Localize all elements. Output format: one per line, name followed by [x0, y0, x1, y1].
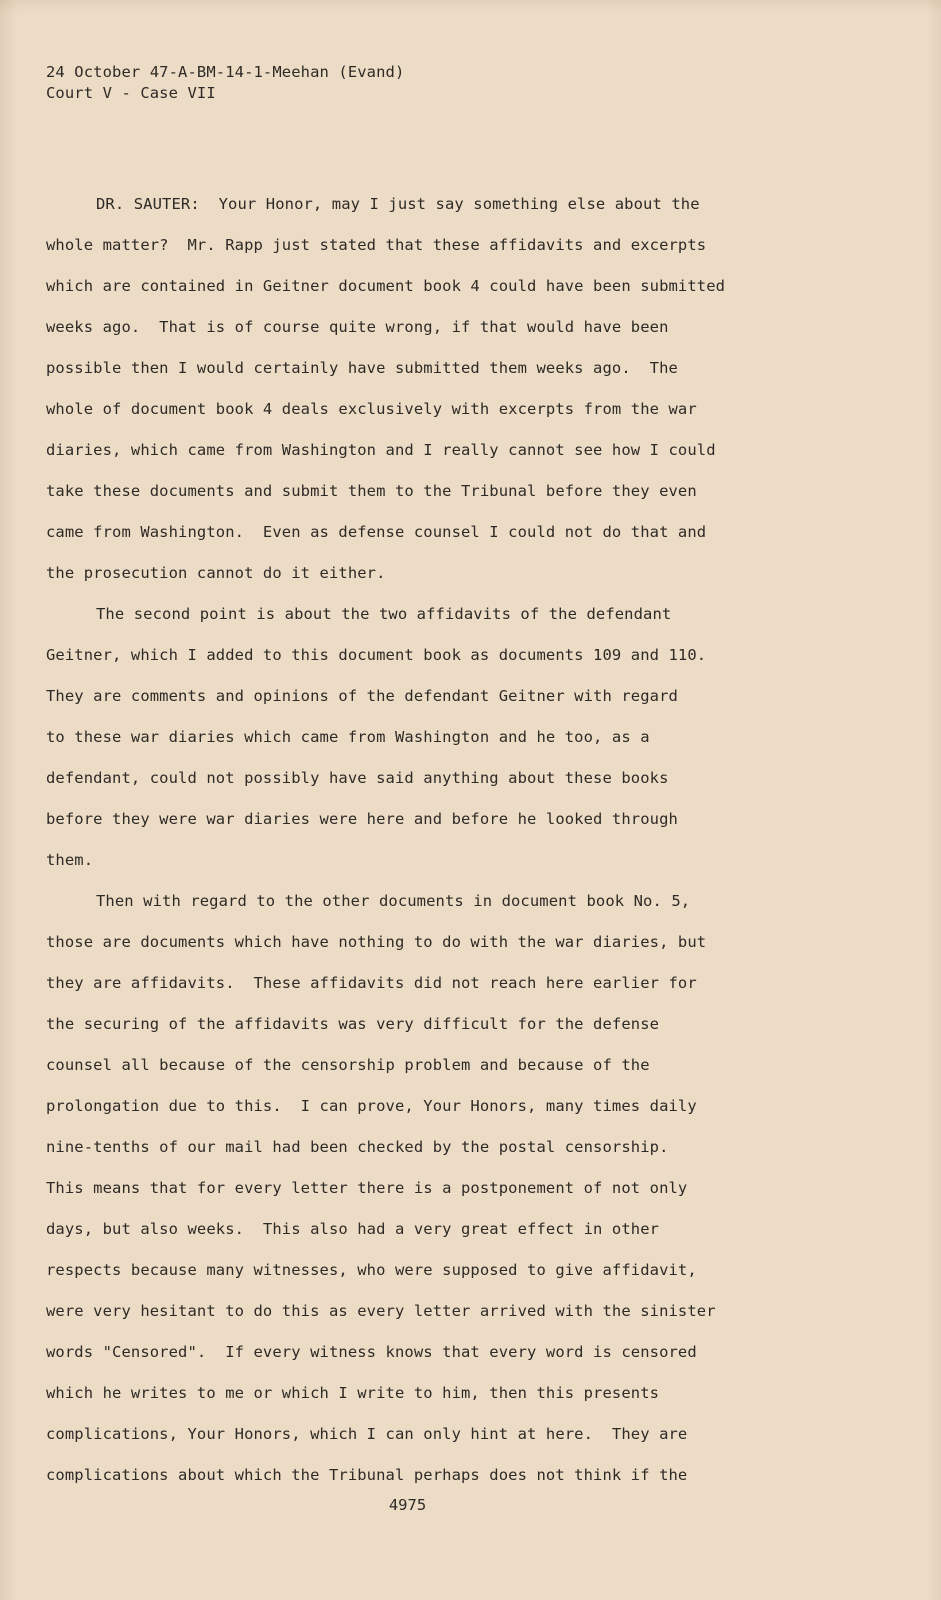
text-line: those are documents which have nothing to do with the war diaries, but	[46, 933, 707, 951]
text-line: to these war diaries which came from Washington and he too, as a	[46, 728, 650, 746]
transcript-body	[46, 184, 846, 1496]
text-line: them.	[46, 851, 94, 869]
text-line: whole of document book 4 deals exclusively with excerpts from the war	[46, 400, 697, 418]
text-line: whole matter? Mr. Rapp just stated that these affidavits and excerpts	[46, 236, 707, 254]
text-line: counsel all because of the censorship problem and because of the	[46, 1056, 650, 1074]
text-line: The second point is about the two affidavits of the defendant	[96, 605, 672, 623]
text-line: respects because many witnesses, who were supposed to give affidavit,	[46, 1261, 697, 1279]
text-line: This means that for every letter there is a postponement of not only	[46, 1179, 688, 1197]
text-line: Geitner, which I added to this document book as documents 109 and 110.	[46, 646, 707, 664]
page-number: 4975	[388, 1496, 427, 1514]
text-line: Then with regard to the other documents in document book No. 5,	[96, 892, 691, 910]
header-line-2: Court V - Case VII	[46, 84, 216, 102]
text-line: take these documents and submit them to the Tribunal before they even	[46, 482, 697, 500]
text-line: before they were war diaries were here and before he looked through	[46, 810, 678, 828]
text-line: possible then I would certainly have submitted them weeks ago. The	[46, 359, 678, 377]
text-line: nine-tenths of our mail had been checked by the postal censorship.	[46, 1138, 669, 1156]
text-line: complications about which the Tribunal perhaps does not think if the	[46, 1466, 688, 1484]
text-line: days, but also weeks. This also had a very great effect in other	[46, 1220, 660, 1238]
text-line: DR. SAUTER: Your Honor, may I just say something else about the	[96, 195, 700, 213]
text-line: diaries, which came from Washington and I really cannot see how I could	[46, 441, 716, 459]
text-line: prolongation due to this. I can prove, Your Honors, many times daily	[46, 1097, 697, 1115]
text-line: words "Censored". If every witness knows that every word is censored	[46, 1343, 697, 1361]
text-line: came from Washington. Even as defense counsel I could not do that and	[46, 523, 707, 541]
text-line: the securing of the affidavits was very difficult for the defense	[46, 1015, 660, 1033]
text-line: were very hesitant to do this as every letter arrived with the sinister	[46, 1302, 716, 1320]
header-line-1: 24 October 47-A-BM-14-1-Meehan (Evand)	[46, 63, 405, 81]
text-line: which are contained in Geitner document book 4 could have been submitted	[46, 277, 726, 295]
text-line: they are affidavits. These affidavits did not reach here earlier for	[46, 974, 697, 992]
document-header	[46, 62, 404, 104]
text-line: They are comments and opinions of the defendant Geitner with regard	[46, 687, 678, 705]
text-line: complications, Your Honors, which I can only hint at here. They are	[46, 1425, 688, 1443]
text-line: the prosecution cannot do it either.	[46, 564, 386, 582]
text-line: defendant, could not possibly have said anything about these books	[46, 769, 669, 787]
text-line: weeks ago. That is of course quite wrong, if that would have been	[46, 318, 669, 336]
text-line: which he writes to me or which I write to him, then this presents	[46, 1384, 660, 1402]
